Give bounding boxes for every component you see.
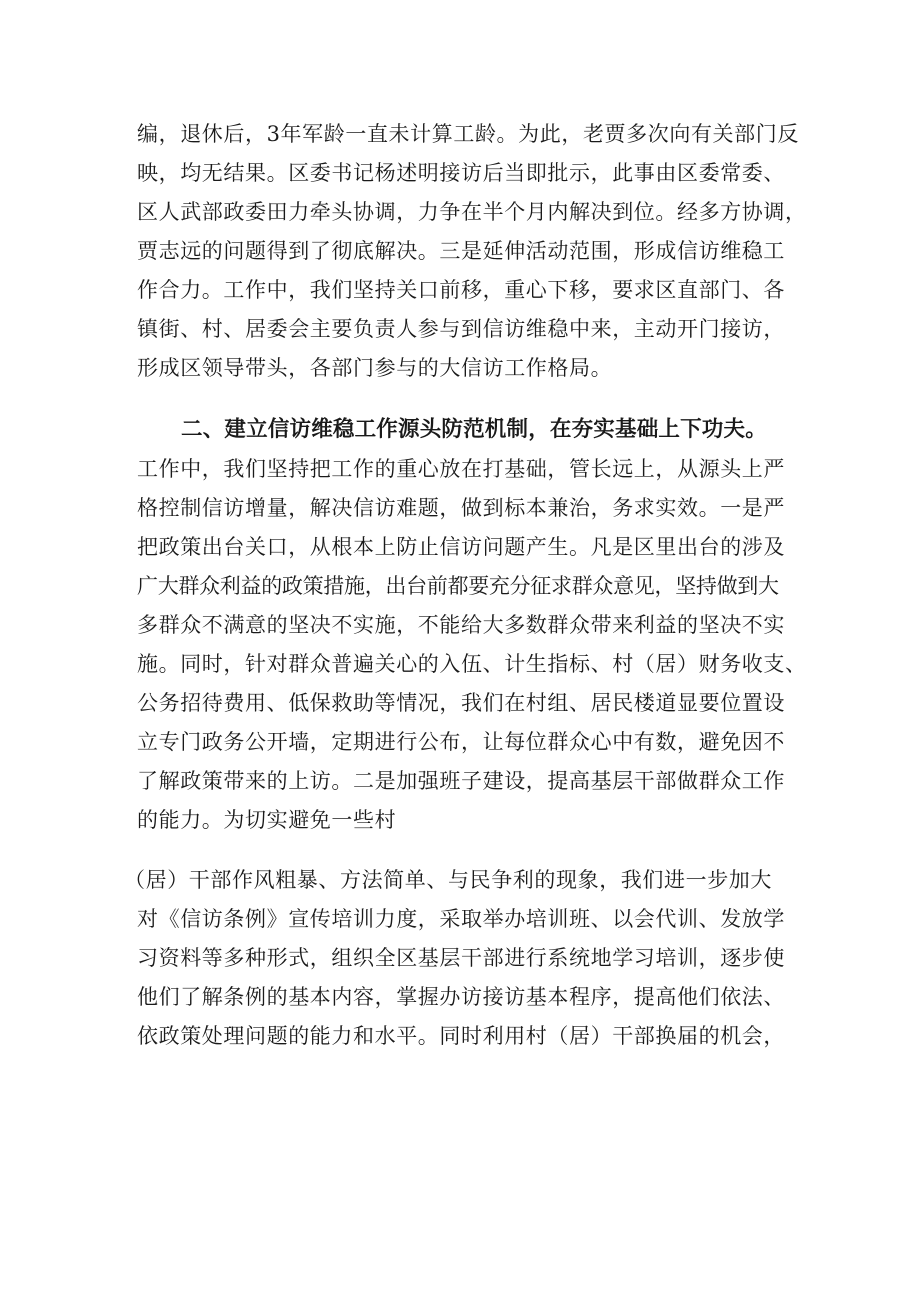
- text-line: 编，退休后，3年军龄一直未计算工龄。为此，老贾多次向有关部门反: [137, 122, 799, 146]
- text-line: 他们了解条例的基本内容，掌握办访接访基本程序，提高他们依法、: [137, 985, 785, 1009]
- section-heading: 二、建立信访维稳工作源头防范机制，在夯实基础上下功夫。: [181, 417, 767, 442]
- text-line: 多群众不满意的坚决不实施，不能给大多数群众带来利益的坚决不实: [137, 613, 785, 637]
- text-line: 作合力。工作中，我们坚持关口前移，重心下移，要求区直部门、各: [137, 278, 785, 302]
- text-line: 贾志远的问题得到了彻底解决。三是延伸活动范围，形成信访维稳工: [137, 239, 785, 263]
- text-line: 立专门政务公开墙，定期进行公布，让每位群众心中有数，避免因不: [137, 730, 785, 754]
- text-line: 把政策出台关口，从根本上防止信访问题产生。凡是区里出台的涉及: [137, 535, 785, 559]
- text-line: （居）干部作风粗暴、方法简单、与民争利的现象，我们进一步加大: [124, 868, 772, 892]
- text-line: 映，均无结果。区委书记杨述明接访后当即批示，此事由区委常委、: [137, 161, 785, 185]
- text-line: 的能力。为切实避免一些村: [137, 808, 397, 832]
- text-line: 施。同时，针对群众普遍关心的入伍、计生指标、村（居）财务收支、: [137, 652, 807, 676]
- text-line: 区人武部政委田力牵头协调，力争在半个月内解决到位。经多方协调，: [137, 200, 807, 224]
- text-line: 习资料等多种形式，组织全区基层干部进行系统地学习培训，逐步使: [137, 946, 785, 970]
- text-line: 依政策处理问题的能力和水平。同时利用村（居）干部换届的机会，: [137, 1024, 785, 1048]
- text-line: 公务招待费用、低保救助等情况，我们在村组、居民楼道显要位置设: [137, 691, 785, 715]
- text-line: 格控制信访增量，解决信访难题，做到标本兼治，务求实效。一是严: [137, 496, 785, 520]
- text-line: 了解政策带来的上访。二是加强班子建设，提高基层干部做群众工作: [137, 769, 785, 793]
- text-line: 广大群众利益的政策措施，出台前都要充分征求群众意见，坚持做到大: [137, 574, 779, 598]
- text-line: 对《信访条例》宣传培训力度，采取举办培训班、以会代训、发放学: [137, 907, 785, 931]
- text-line: 形成区领导带头，各部门参与的大信访工作格局。: [137, 356, 613, 380]
- text-line: 镇街、村、居委会主要负责人参与到信访维稳中来，主动开门接访，: [137, 317, 785, 341]
- text-line: 工作中，我们坚持把工作的重心放在打基础，管长远上，从源头上严: [137, 457, 785, 481]
